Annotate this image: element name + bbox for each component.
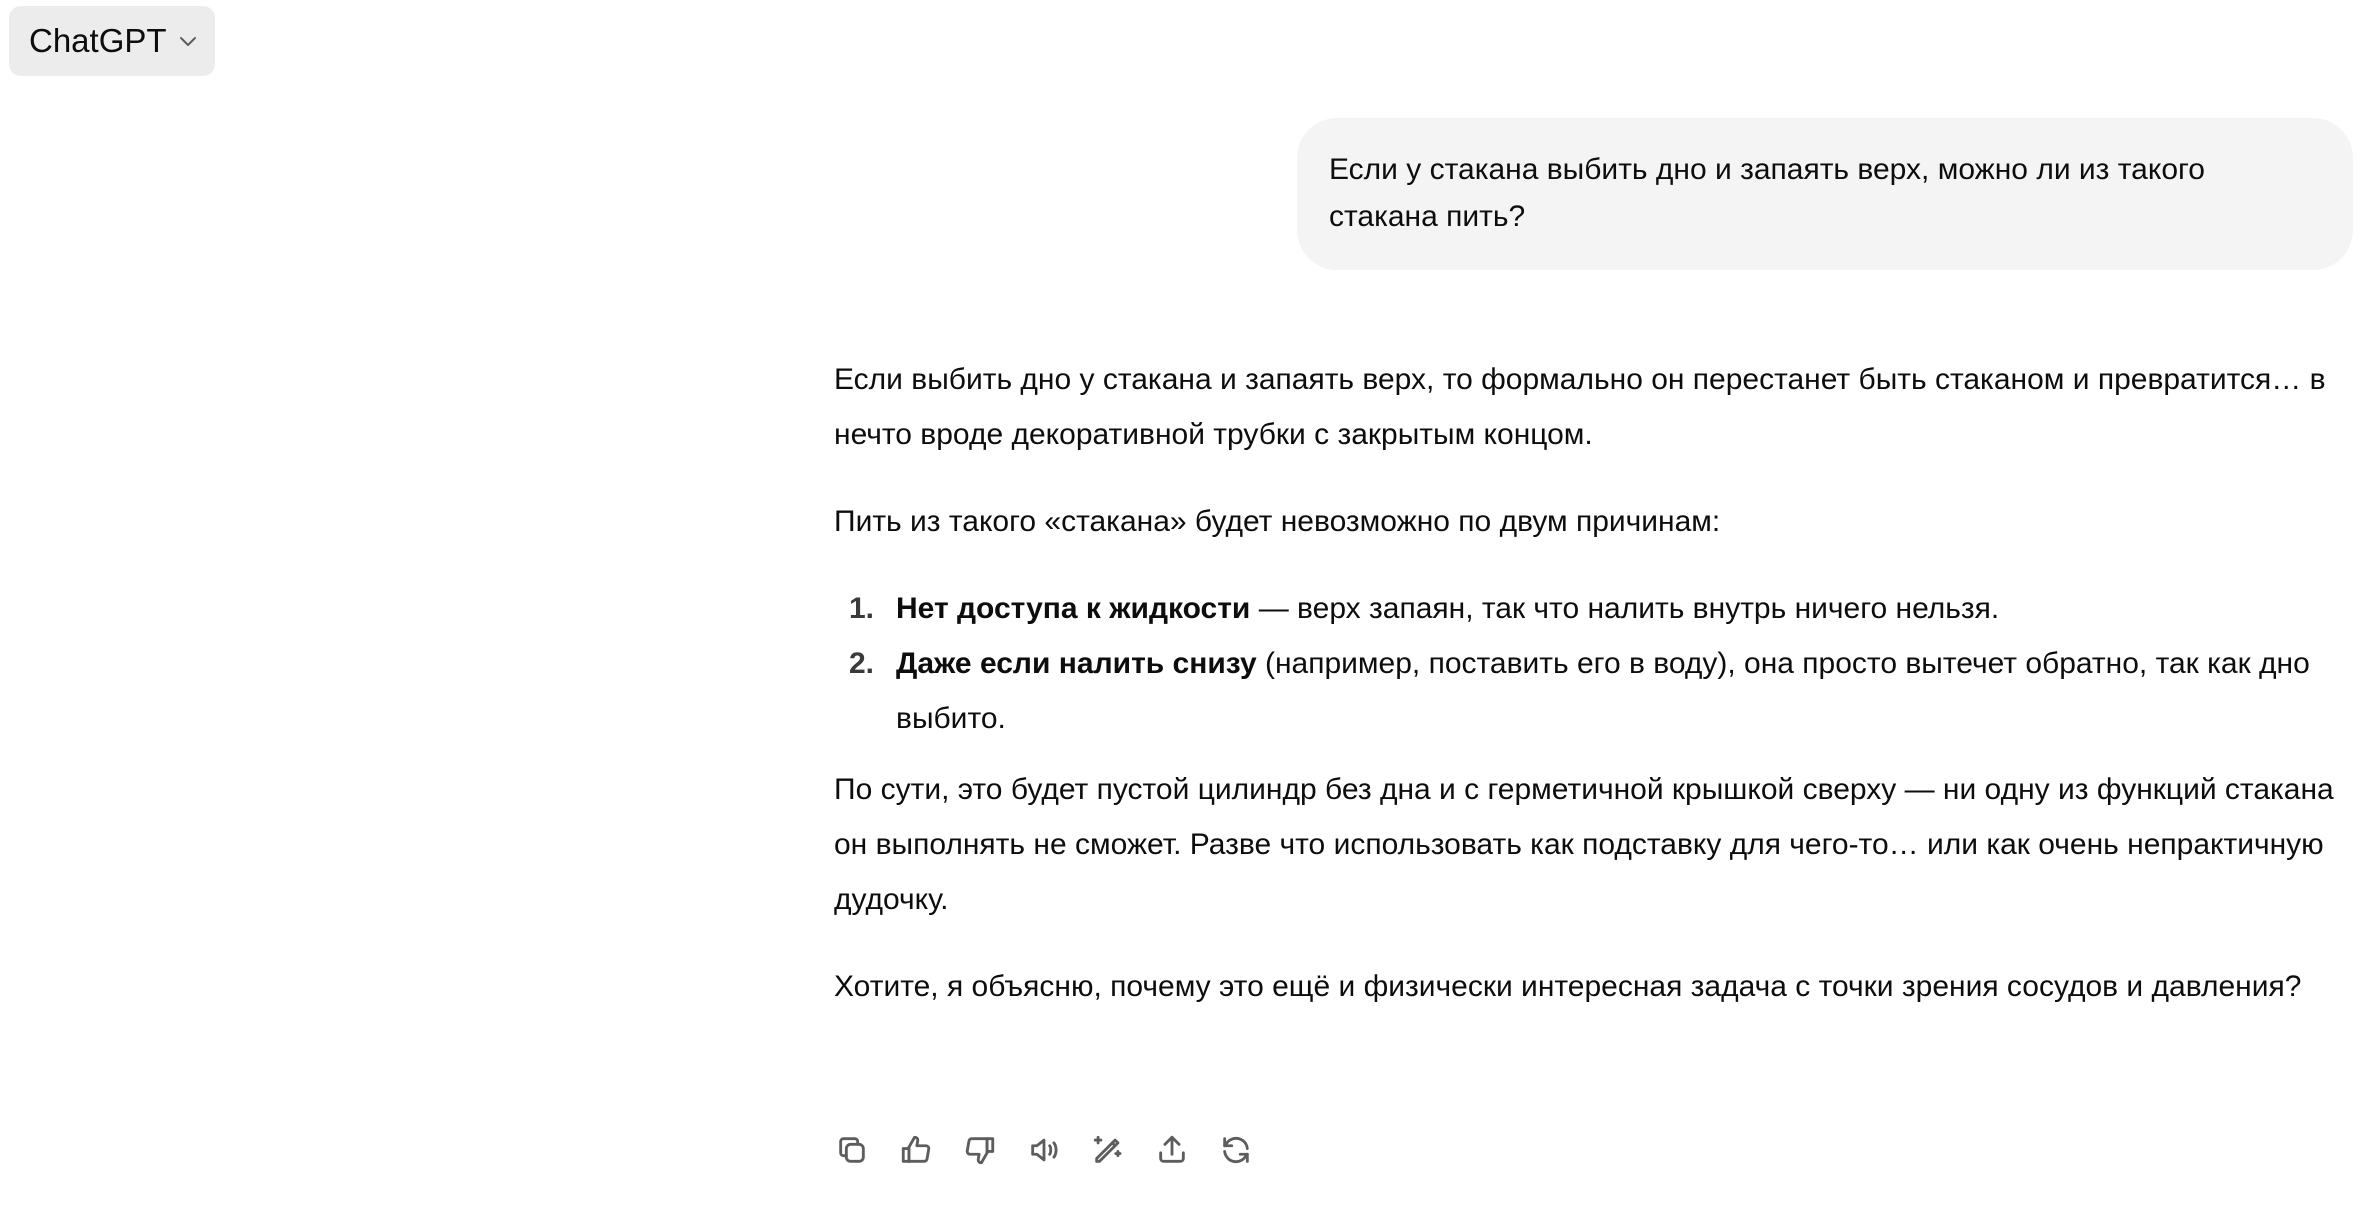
model-label: ChatGPT [29, 22, 167, 59]
reasons-list [834, 581, 2334, 746]
speaker-icon [1027, 1133, 1061, 1167]
assistant-paragraph-4: Хотите, я объясню, почему это ещё и физически интересная задача с точки зрения сосудов и давления? [834, 970, 2302, 1003]
magic-pen-icon [1091, 1133, 1125, 1167]
edit-canvas-button[interactable] [1088, 1130, 1128, 1170]
chevron-down-icon [179, 35, 197, 47]
thumbs-up-button[interactable] [896, 1130, 936, 1170]
list-item [834, 581, 2334, 636]
list-item [834, 636, 2334, 746]
assistant-paragraph-2: Пить из такого «стакана» будет невозможно по двум причинам: [834, 505, 1721, 538]
list-item-number: 1. [849, 592, 875, 625]
list-item-text: — верх запаян, так что налить внутрь ничего нельзя. [1250, 592, 2000, 625]
list-item-bold: Даже если налить снизу [896, 647, 1257, 680]
copy-button[interactable] [832, 1130, 872, 1170]
thumbs-up-icon [899, 1133, 933, 1167]
model-switcher-button[interactable] [9, 6, 215, 76]
share-icon [1155, 1133, 1189, 1167]
read-aloud-button[interactable] [1024, 1130, 1064, 1170]
thumbs-down-button[interactable] [960, 1130, 1000, 1170]
user-message-bubble [1297, 118, 2353, 270]
assistant-paragraph-1: Если выбить дно у стакана и запаять верх, то формально он перестанет быть стаканом и превратится… в нечто вроде декоративной трубки с закрытым концом. [834, 363, 2326, 451]
share-button[interactable] [1152, 1130, 1192, 1170]
thumbs-down-icon [963, 1133, 997, 1167]
regenerate-button[interactable] [1216, 1130, 1256, 1170]
list-item-number: 2. [849, 647, 875, 680]
message-actions-bar [832, 1130, 1256, 1170]
assistant-paragraph-3: По сути, это будет пустой цилиндр без дна и с герметичной крышкой сверху — ни одну из функций стакана он выполнять не сможет. Разве что использовать как подставку для чего-то… или как очень непрактичную дудочку. [834, 773, 2334, 916]
assistant-message [834, 352, 2334, 1014]
list-item-text: (например, поставить его в воду), она просто вытечет обратно, так как дно выбито. [896, 647, 2310, 735]
refresh-icon [1219, 1133, 1253, 1167]
copy-icon [835, 1133, 869, 1167]
user-message-text: Если у стакана выбить дно и запаять верх, можно ли из такого стакана пить? [1329, 153, 2205, 233]
list-item-bold: Нет доступа к жидкости [896, 592, 1251, 625]
